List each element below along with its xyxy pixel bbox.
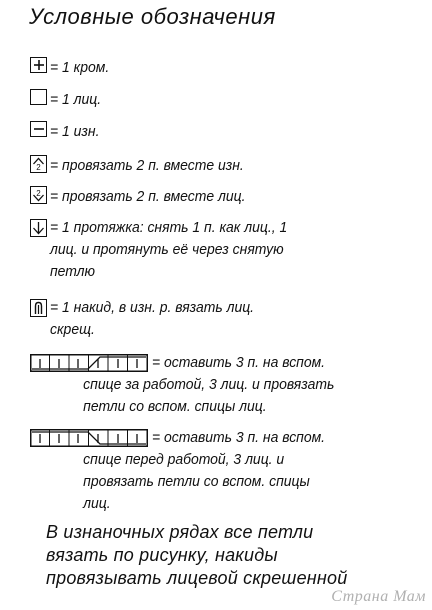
down-arrow-box-icon xyxy=(30,219,47,237)
legend-text: = оставить 3 п. на вспом. xyxy=(152,354,326,371)
empty-box-icon xyxy=(30,89,47,105)
legend-text: = 1 протяжка: снять 1 п. как лиц., 1 xyxy=(50,219,288,236)
legend-item-edge-stitch xyxy=(30,57,114,79)
legend-item-purl xyxy=(30,121,103,143)
purl-rows-note xyxy=(46,521,347,590)
legend-item-cable-front xyxy=(30,427,338,515)
note-line: вязать по рисунку, накиды xyxy=(46,545,278,565)
legend-text: = провязать 2 п. вместе изн. xyxy=(50,157,244,174)
legend-text: скрещ. xyxy=(50,321,95,338)
legend-text: спице перед работой, 3 лиц. и xyxy=(83,451,285,468)
legend-item-yarnover xyxy=(30,297,269,341)
note-line: провязывать лицевой скрешенной xyxy=(46,568,348,588)
legend-text: = 1 кром. xyxy=(50,59,110,76)
legend-text: = 1 накид, в изн. р. вязать лиц. xyxy=(50,299,255,316)
down-arrow-2-box-icon xyxy=(30,186,47,204)
legend-text: = провязать 2 п. вместе лиц. xyxy=(50,188,246,205)
legend-text: петлю xyxy=(50,263,95,280)
legend-text: = оставить 3 п. на вспом. xyxy=(152,429,326,446)
legend-text: провязать петли со вспом. спицы xyxy=(83,473,310,490)
legend-text: лиц. и протянуть её через снятую xyxy=(50,241,284,258)
legend-item-cable-back xyxy=(30,352,348,418)
legend-item-slip-pass xyxy=(30,217,305,283)
legend-item-knit xyxy=(30,89,105,111)
up-arrow-2-box-icon xyxy=(30,155,47,173)
note-line: В изнаночных рядах все петли xyxy=(46,522,314,542)
plus-box-icon xyxy=(30,57,47,73)
legend-item-p2tog xyxy=(30,155,258,177)
svg-text:2: 2 xyxy=(36,189,41,198)
legend-item-k2tog xyxy=(30,186,260,208)
legend-text: = 1 лиц. xyxy=(50,91,102,108)
legend-text: петли со вспом. спицы лиц. xyxy=(83,398,267,415)
legend-text: лиц. xyxy=(83,495,111,512)
minus-box-icon xyxy=(30,121,47,137)
crossed-yarnover-box-icon xyxy=(30,299,47,317)
watermark: Страна Мам xyxy=(331,588,426,605)
svg-text:2: 2 xyxy=(36,163,41,171)
legend-text: спице за работой, 3 лиц. и провязать xyxy=(83,376,335,393)
page-title: Условные обозначения xyxy=(29,4,276,29)
legend-text: = 1 изн. xyxy=(50,123,100,140)
